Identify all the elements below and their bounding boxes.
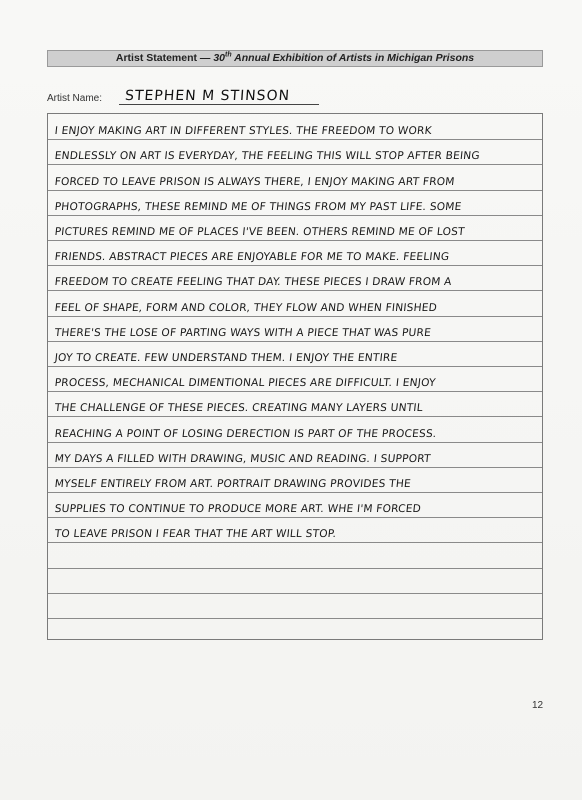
statement-line: JOY TO CREATE. FEW UNDERSTAND THEM. I ENJOY THE ENTIRE <box>54 352 398 364</box>
ruled-line <box>48 240 542 241</box>
ruled-line <box>48 139 542 140</box>
header-title-rest: Annual Exhibition of Artists in Michigan Prisons <box>231 52 475 64</box>
statement-line: FORCED TO LEAVE PRISON IS ALWAYS THERE, I ENJOY MAKING ART FROM <box>54 175 456 188</box>
statement-line: PROCESS, MECHANICAL DIMENTIONAL PIECES ARE DIFFICULT. I ENJOY <box>54 377 437 390</box>
header-edition-suffix: th <box>225 51 232 59</box>
ruled-line <box>48 366 542 367</box>
ruled-line <box>48 568 542 569</box>
artist-name-row <box>47 88 347 108</box>
ruled-line <box>48 265 542 266</box>
statement-line: REACHING A POINT OF LOSING DERECTION IS PART OF THE PROCESS. <box>54 427 438 440</box>
page-number: 12 <box>532 700 544 711</box>
artist-name-value: STEPHEN M STINSON <box>124 88 291 104</box>
statement-line: MY DAYS A FILLED WITH DRAWING, MUSIC AND READING. I SUPPORT <box>54 452 432 465</box>
ruled-line <box>48 542 542 543</box>
statement-line: FRIENDS. ABSTRACT PIECES ARE ENJOYABLE FOR ME TO MAKE. FEELING <box>54 251 450 264</box>
ruled-line <box>48 164 542 165</box>
ruled-line <box>48 416 542 417</box>
statement-box <box>47 113 543 640</box>
statement-line: THE CHALLENGE OF THESE PIECES. CREATING MANY LAYERS UNTIL <box>54 402 424 415</box>
ruled-line <box>48 215 542 216</box>
ruled-line <box>48 442 542 443</box>
statement-line: ENDLESSLY ON ART IS EVERYDAY, THE FEELING THIS WILL STOP AFTER BEING <box>54 150 481 163</box>
statement-line: SUPPLIES TO CONTINUE TO PRODUCE MORE ART. WHE I'M FORCED <box>54 503 422 516</box>
header-edition-number: 30 <box>213 52 226 64</box>
header-title-prefix: Artist Statement — <box>115 52 214 64</box>
ruled-line <box>48 492 542 493</box>
statement-line: TO LEAVE PRISON I FEAR THAT THE ART WILL STOP. <box>54 528 337 541</box>
header-title-italic <box>213 52 474 64</box>
ruled-line <box>48 190 542 191</box>
statement-line: MYSELF ENTIRELY FROM ART. PORTRAIT DRAWING PROVIDES THE <box>54 478 412 490</box>
artist-name-underline <box>119 104 319 105</box>
statement-line: THERE'S THE LOSE OF PARTING WAYS WITH A PIECE THAT WAS PURE <box>54 326 432 339</box>
ruled-line <box>48 316 542 317</box>
ruled-line <box>48 391 542 392</box>
ruled-line <box>48 467 542 468</box>
statement-line: FREEDOM TO CREATE FEELING THAT DAY. THESE PIECES I DRAW FROM A <box>54 276 453 289</box>
artist-name-label: Artist Name: <box>47 93 103 104</box>
statement-line: FEEL OF SHAPE, FORM AND COLOR, THEY FLOW AND WHEN FINISHED <box>54 301 438 314</box>
statement-line: PHOTOGRAPHS, THESE REMIND ME OF THINGS FROM MY PAST LIFE. SOME <box>54 200 463 213</box>
ruled-line <box>48 341 542 342</box>
ruled-line <box>48 618 542 619</box>
ruled-line <box>48 517 542 518</box>
statement-line: I ENJOY MAKING ART IN DIFFERENT STYLES. THE FREEDOM TO WORK <box>54 125 433 138</box>
ruled-line <box>48 290 542 291</box>
ruled-line <box>48 593 542 594</box>
statement-line: PICTURES REMIND ME OF PLACES I'VE BEEN. OTHERS REMIND ME OF LOST <box>54 226 466 238</box>
statement-header <box>47 50 543 67</box>
